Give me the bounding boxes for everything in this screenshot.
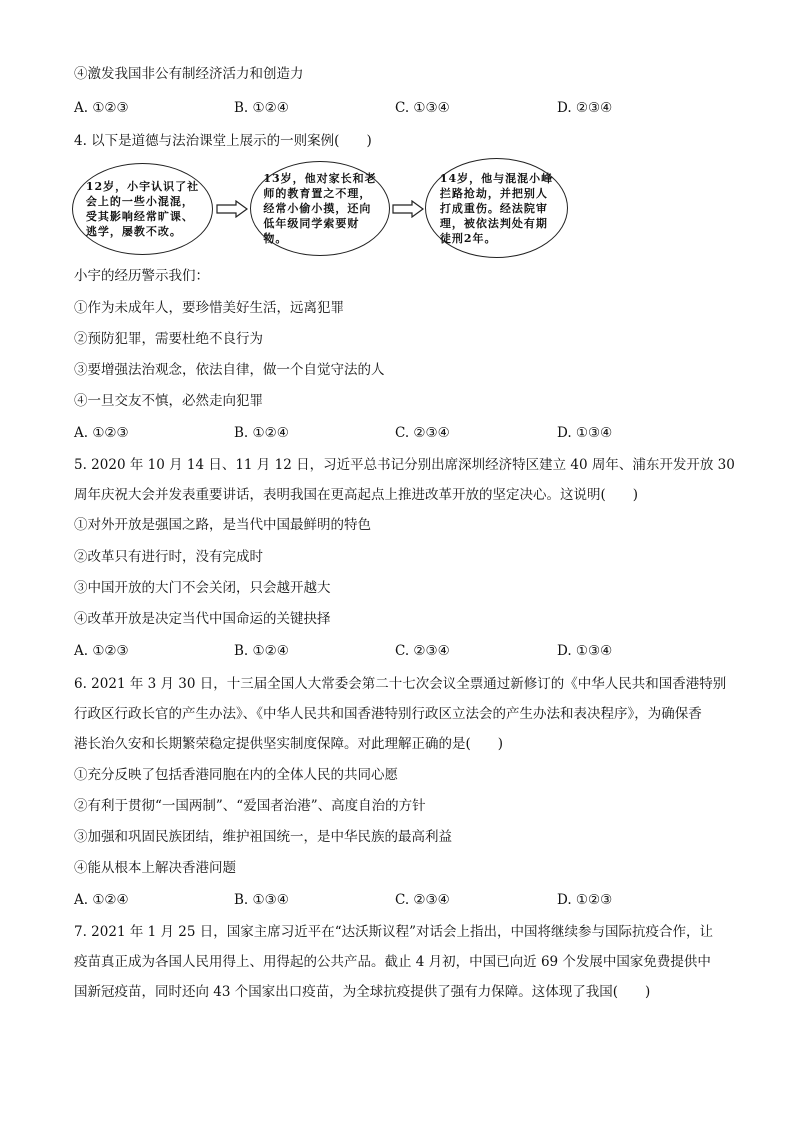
q6-options bbox=[74, 890, 714, 910]
q6-statement-2: ②有利于贯彻“一国两制”、“爱国者治港”、高度自治的方针 bbox=[74, 798, 426, 814]
q6-option-a[interactable]: A. ①②④ bbox=[74, 892, 129, 908]
q6-stem-line-3: 港长治久安和长期繁荣稳定提供坚实制度保障。对此理解正确的是( ) bbox=[74, 736, 504, 752]
q5-stem-line-1: 5. 2020 年 10 月 14 日、11 月 12 日，习近平总书记分别出席深圳经济特区建立 40 周年、浦东开发开放 30 bbox=[74, 457, 735, 473]
q4-stem: 4. 以下是道德与法治课堂上展示的一则案例( ) bbox=[74, 133, 372, 149]
q5-statement-2: ②改革只有进行时，没有完成时 bbox=[74, 549, 263, 565]
q6-stem-line-1: 6. 2021 年 3 月 30 日，十三届全国人大常委会第二十七次会议全票通过新修订的《中华人民共和国香港特别 bbox=[74, 676, 727, 692]
q4-statement-4: ④一旦交友不慎，必然走向犯罪 bbox=[74, 393, 263, 409]
q5-option-a[interactable]: A. ①②③ bbox=[74, 643, 129, 659]
q3-statement-4: ④激发我国非公有制经济活力和创造力 bbox=[74, 66, 304, 82]
q5-statement-1: ①对外开放是强国之路，是当代中国最鲜明的特色 bbox=[74, 517, 371, 533]
q5-stem-line-2: 周年庆祝大会并发表重要讲话，表明我国在更高起点上推进改革开放的坚定决心。这说明( ) bbox=[74, 487, 639, 503]
q6-stem-line-2: 行政区行政长官的产生办法》、《中华人民共和国香港特别行政区立法会的产生办法和表决程序》，为确保香 bbox=[74, 706, 702, 722]
q7-stem-line-3: 国新冠疫苗，同时还向 43 个国家出口疫苗，为全球抗疫提供了强有力保障。这体现了我国( ) bbox=[74, 984, 651, 1000]
q6-statement-4: ④能从根本上解决香港问题 bbox=[74, 860, 236, 876]
q5-option-d[interactable]: D. ①③④ bbox=[557, 643, 613, 659]
case-text-2: 13岁，他对家长和老 师的教育置之不理， 经常小偷小摸，还向 低年级同学索要财 物。 bbox=[263, 172, 377, 245]
q3-options bbox=[74, 98, 714, 118]
q4-option-a[interactable]: A. ①②③ bbox=[74, 425, 129, 441]
q3-option-d[interactable]: D. ②③④ bbox=[557, 100, 613, 116]
q6-statement-3: ③加强和巩固民族团结，维护祖国统一，是中华民族的最高利益 bbox=[74, 829, 452, 845]
case-text-3: 14岁，他与混混小峰 拦路抢劫，并把别人 打成重伤。经法院审 理，被依法判处有期 徒刑2年。 bbox=[439, 171, 554, 245]
q7-stem-line-2: 疫苗真正成为各国人民用得上、用得起的公共产品。截止 4 月初，中国已向近 69 个发展中国家免费提供中 bbox=[74, 954, 711, 970]
case-ellipse-2 bbox=[250, 161, 390, 256]
case-text-1: 12岁，小宇认识了社 会上的一些小混混， 受其影响经常旷课、 逃学，屡教不改。 bbox=[85, 180, 200, 238]
q6-statement-1: ①充分反映了包括香港同胞在内的全体人民的共同心愿 bbox=[74, 767, 398, 783]
q4-statement-2: ②预防犯罪，需要杜绝不良行为 bbox=[74, 331, 263, 347]
q3-option-a[interactable]: A. ①②③ bbox=[74, 100, 129, 116]
q4-options bbox=[74, 423, 714, 443]
q6-option-c[interactable]: C. ②③④ bbox=[395, 892, 450, 908]
case-ellipse-3 bbox=[425, 158, 568, 258]
q6-option-b[interactable]: B. ①③④ bbox=[234, 892, 289, 908]
q4-option-c[interactable]: C. ②③④ bbox=[395, 425, 450, 441]
q5-statement-4: ④改革开放是决定当代中国命运的关键抉择 bbox=[74, 611, 331, 627]
q4-lead: 小宇的经历警示我们： bbox=[74, 268, 209, 284]
q4-statement-1: ①作为未成年人，要珍惜美好生活，远离犯罪 bbox=[74, 300, 344, 316]
q4-option-b[interactable]: B. ①②④ bbox=[234, 425, 289, 441]
q5-options bbox=[74, 641, 714, 661]
q4-statement-3: ③要增强法治观念，依法自律，做一个自觉守法的人 bbox=[74, 362, 385, 378]
q3-option-b[interactable]: B. ①②④ bbox=[234, 100, 289, 116]
arrow-icon-2 bbox=[392, 200, 424, 218]
case-ellipse-1 bbox=[72, 163, 213, 255]
arrow-icon-1 bbox=[216, 200, 248, 218]
q5-option-b[interactable]: B. ①②④ bbox=[234, 643, 289, 659]
q6-option-d[interactable]: D. ①②③ bbox=[557, 892, 613, 908]
q4-option-d[interactable]: D. ①③④ bbox=[557, 425, 613, 441]
q3-option-c[interactable]: C. ①③④ bbox=[395, 100, 450, 116]
q7-stem-line-1: 7. 2021 年 1 月 25 日，国家主席习近平在“达沃斯议程”对话会上指出，中国将继续参与国际抗疫合作，让 bbox=[74, 924, 714, 940]
q5-option-c[interactable]: C. ②③④ bbox=[395, 643, 450, 659]
q5-statement-3: ③中国开放的大门不会关闭，只会越开越大 bbox=[74, 580, 331, 596]
